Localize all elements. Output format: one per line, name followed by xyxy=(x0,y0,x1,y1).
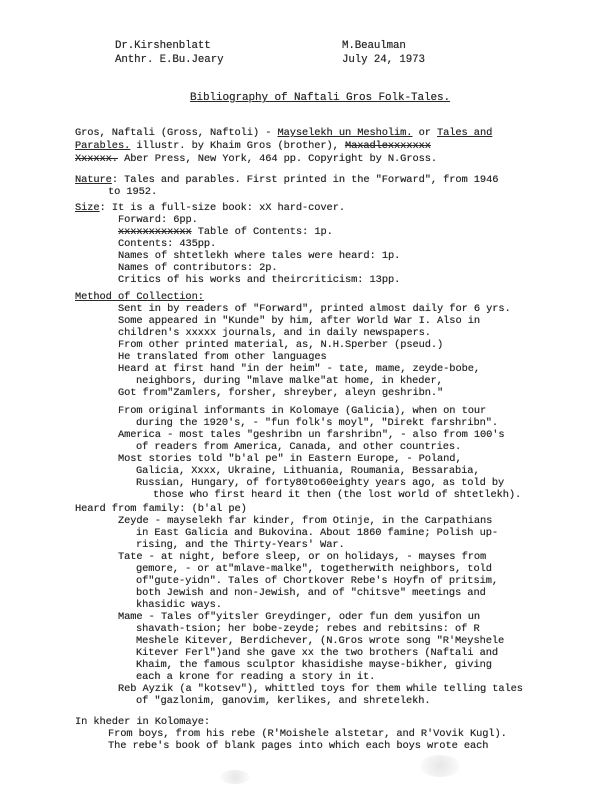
recipient-line-2: Anthr. E.Bu.Jeary xyxy=(115,54,224,66)
method-line: children's xxxxx journals, and in daily newspapers. xyxy=(118,327,431,339)
size-line-1 xyxy=(75,202,345,214)
citation-author: Gros, Naftali (Gross, Naftoli) - xyxy=(75,127,278,139)
family-line: Kitever Ferl")and she gave xx the two brothers (Naftali and xyxy=(136,647,498,659)
family-line: in East Galicia and Bukovina. About 1860 famine; Polish up- xyxy=(136,527,498,539)
page-title: Bibliography of Naftali Gros Folk-Tales. xyxy=(190,92,451,104)
size-item: Names of shtetlekh where tales were heard: 1p. xyxy=(118,250,401,262)
method-line: Russian, Hungary, of forty80to60eighty years ago, as told by xyxy=(136,477,505,489)
struck-text: xxxxxxxxxxxx xyxy=(118,226,192,238)
family-line: gemore, - or at"mlave-malke", togetherwith neighbors, told xyxy=(136,563,492,575)
family-line: of"gute-yidn". Tales of Chortkover Rebe's Hoyfn of pritsim, xyxy=(136,575,498,587)
kheder-line: The rebe's book of blank pages into which each boys wrote each xyxy=(108,740,489,752)
letter-date: July 24, 1973 xyxy=(342,54,425,66)
size-item: Critics of his works and theircriticism: 13pp. xyxy=(118,274,401,286)
method-label: Method of Collection: xyxy=(75,291,204,303)
kheder-line: From boys, from his rebe (R'Moishele alstetar, and R'Vovik Kugl). xyxy=(108,728,507,740)
kheder-label: In kheder in Kolomaye: xyxy=(75,716,210,728)
method-line: Some appeared in "Kunde" by him, after World War I. Also in xyxy=(118,315,480,327)
family-line: each a krone for reading a story in it. xyxy=(136,671,376,683)
nature-line-2: to 1952. xyxy=(108,186,158,198)
method-line: those who first heard it then (the lost world of shtetlekh). xyxy=(153,489,522,501)
size-item: Contents: 435pp. xyxy=(118,238,217,250)
method-line: He translated from other languages xyxy=(118,351,327,363)
scan-smudge xyxy=(220,770,250,784)
nature-line-1 xyxy=(75,174,498,186)
nature-text: : Tales and parables. First printed in the "Forward", from 1946 xyxy=(111,174,499,186)
family-line: Meshele Kitever, Berdichever, (N.Gros wrote song "R'Meyshele xyxy=(136,635,505,647)
family-label: Heard from family: (b'al pe) xyxy=(75,503,247,515)
method-line: of readers from America, Canada, and other countries. xyxy=(136,441,462,453)
size-item: Names of contributors: 2p. xyxy=(118,262,278,274)
method-line: From other printed material, as, N.H.Sperber (pseud.) xyxy=(118,339,444,351)
citation-or: or xyxy=(412,127,437,139)
method-line: Got from"Zamlers, forsher, shreyber, aleyn geshribn." xyxy=(118,387,444,399)
family-line: shavath-tsion; her bobe-zeyde; rebes and rebitsins: of R xyxy=(136,623,480,635)
citation-line-1 xyxy=(75,127,492,139)
size-text: : It is a full-size book: xX hard-cover. xyxy=(99,202,345,214)
citation-title-english-cont: Parables. xyxy=(75,140,131,152)
family-line: Khaim, the famous sculptor khasidishe mayse-bikher, giving xyxy=(136,659,492,671)
citation-title-english: Tales and xyxy=(437,127,493,139)
citation-line-2 xyxy=(75,140,431,152)
citation-line-3 xyxy=(75,153,437,165)
struck-text: Xxxxxx. xyxy=(75,153,118,165)
nature-label: Nature xyxy=(75,174,112,186)
recipient-line-1: Dr.Kirshenblatt xyxy=(115,40,211,52)
family-line: Zeyde - mayselekh far kinder, from Otinje, in the Carpathians xyxy=(118,515,493,527)
citation-publisher: Aber Press, New York, 464 pp. Copyright by N.Gross. xyxy=(117,153,437,165)
family-line: rising, and the Thirty-Years' War. xyxy=(136,539,345,551)
size-item: xxxxxxxxxxxx Table of Contents: 1p. xyxy=(118,226,333,238)
method-line: during the 1920's, - "fun folk's moyl", "Direkt farshribn". xyxy=(136,417,498,429)
family-line: Mame - Tales of"yitsler Greydinger, oder fun dem yusifon un xyxy=(118,611,480,623)
scan-smudge xyxy=(420,755,460,777)
family-line: of "gazlonim, ganovim, kerlikes, and shretelekh. xyxy=(136,695,431,707)
family-line: both Jewish and non-Jewish, and of "chitsve" meetings and xyxy=(136,587,486,599)
method-line: Sent in by readers of "Forward", printed almost daily for 6 yrs. xyxy=(118,303,511,315)
method-line: From original informants in Kolomaye (Galicia), when on tour xyxy=(118,405,487,417)
method-line: America - most tales "geshribn un farshribn", - also from 100's xyxy=(118,429,505,441)
method-line: Heard at first hand "in der heim" - tate, mame, zeyde-bobe, xyxy=(118,363,480,375)
citation-illustrator: illustr. by Khaim Gros (brother), xyxy=(130,140,345,152)
citation-title: Mayselekh un Mesholim. xyxy=(277,127,413,139)
family-line: Tate - at night, before sleep, or on holidays, - mayses from xyxy=(118,551,487,563)
size-label: Size xyxy=(75,202,100,214)
method-line: Galicia, Xxxx, Ukraine, Lithuania, Roumania, Bessarabia, xyxy=(136,465,480,477)
family-line: Reb Ayzik (a "kotsev"), whittled toys for them while telling tales xyxy=(118,683,523,695)
method-line: Most stories told "b'al pe" in Eastern Europe, - Poland, xyxy=(118,453,462,465)
method-line: neighbors, during "mlave malke"at home, in kheder, xyxy=(136,375,443,387)
sender-name: M.Beaulman xyxy=(342,40,406,52)
size-item: Forward: 6pp. xyxy=(118,214,198,226)
family-line: khasidic ways. xyxy=(136,599,222,611)
struck-text: Maxadlexxxxxxx xyxy=(344,140,431,152)
